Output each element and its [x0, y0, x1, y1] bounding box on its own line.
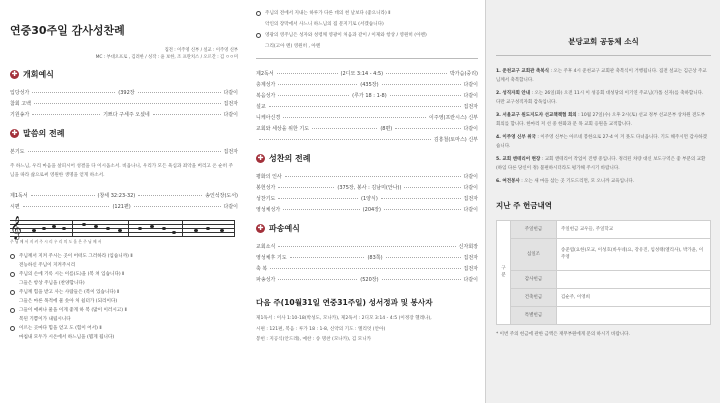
- order-row: 영성체후 기도 (83쪽) 집전자: [256, 255, 478, 261]
- psalm-music-staff: [10, 216, 235, 246]
- middle-column: [243, 0, 485, 403]
- order-row: 기원송가 기쁘다 구세주 오셨네 다같이: [10, 112, 239, 118]
- verse-marker-icon: [10, 254, 15, 259]
- order-row: 층계성가 (435장) 다같이: [256, 82, 479, 88]
- collect-text: 주 하느님, 우리 마음을 살피시어 성결을 다 이시옵소서. 비옵나니, 우리가 모든 욕심과 죄악을 버리고 온 순히 주님을 따라 삶으로써 영원한 생명을 얻게 하소서.: [10, 164, 234, 178]
- psalm-verse: 그들이 애써나 물을 이게 좋게 하 복 (많이 이러시고) Ⅱ: [10, 306, 243, 315]
- psalm-verse: 영광의 영주님은 성자와 성령께 영광이 처음과 같이 / 이제와 항상 / 영원히 (아멘): [256, 30, 485, 41]
- order-row: 입당성가 (392장 다같이: [10, 90, 238, 96]
- order-row: 파송성가 (520장) 다같이: [256, 277, 479, 283]
- right-column: [485, 0, 720, 403]
- order-row: 본기도 집전자: [10, 149, 238, 155]
- section-title: 말씀의 전례: [23, 129, 65, 138]
- section-title: 파송예식: [269, 224, 300, 233]
- table-row: 십일조 송준엽(요한)모교, 이성호(바우네)요, 강유진, 임성태(엘리사), 박가윤, 이주영: [497, 238, 711, 270]
- order-row: 시편 (121편) 다같이: [10, 204, 239, 210]
- order-row: 김흥철(토마스) 신부: [256, 134, 478, 145]
- readings-rows: [256, 68, 485, 145]
- eucharist-rows: [256, 171, 485, 215]
- section-opening: [10, 69, 243, 80]
- psalm-verse: 주님께 힘을 받고 사는 사람들은 (복이 있습니다) Ⅱ: [10, 288, 243, 297]
- dismissal-rows: [256, 241, 485, 285]
- section-title: 개회예식: [23, 70, 54, 79]
- news-item: 6. 여전봉사 : 오는 새 마을 삼는 곳 기도드리면, 모 오니까 교육입니다.: [496, 179, 635, 184]
- divider: [256, 58, 478, 59]
- order-row: 교회소식 신자회장: [256, 244, 478, 250]
- table-row: 감사헌금: [497, 270, 711, 288]
- order-row: 제1독서 (창세 32:23-32) 송인석장(도서): [10, 193, 239, 199]
- order-row: 복음성가 (루가 18 : 1-8) 다같이: [256, 93, 478, 99]
- cross-icon: ✚: [11, 129, 18, 137]
- verse-marker-icon: [256, 11, 261, 16]
- news-item: 4. 이주영 신부 위국 : 이주영 신부는 아르네 봉한요로 27-4 이 겨 못도 다녀옵니다. 기도 해주시면 감사하겠습니다.: [496, 135, 707, 149]
- left-column: [0, 0, 243, 403]
- verse-marker-icon: [256, 33, 261, 38]
- order-row: 교회와 세상을 위한 기도 (8편) 다같이: [256, 126, 478, 132]
- psalm-verse: 주님께서 지켜 주시는 곳이 어떠도 그러하라 (입습니까) Ⅱ: [10, 252, 243, 261]
- staff-lyric: 주 님 께 서 지 켜 주 시 리 우 리 의 도 움 은 주 님 께 서: [10, 239, 102, 244]
- opening-rows: [10, 87, 243, 120]
- treble-clef-icon: 𝄞: [10, 215, 22, 239]
- cross-icon: ✚: [11, 70, 18, 78]
- news-item: 3. 서울교구 원도지도자 선교책책협 회의 : 10월 27일(수) 오후 2시(토) 선교 정부 선교본부 상차원 전도부 회의를 합니다. 한마리 저 선 중 한화과 문 목 교회 응원을 교적합니다.: [496, 113, 706, 127]
- servers-line: MC : 부대오프로 , 김려한 / 성작 : 윤 보한, 조 프란치스 / 오르간 : 김 ㅇㅇ미: [95, 55, 238, 60]
- psalm-verse: 이르는 곳마다 힘을 얻고 도 (힘이 어서) Ⅱ: [10, 324, 243, 333]
- gu-cell: 구분: [497, 220, 511, 324]
- order-row: 축 복 집전자: [256, 266, 478, 272]
- offering-title: 지난 주 헌금내역: [496, 200, 552, 210]
- offering-table: [496, 220, 711, 325]
- cross-icon: ✚: [257, 224, 264, 232]
- order-row: 영성체성가 (204장) 다같이: [256, 207, 478, 213]
- psalm-verses-continued: 주님의 전에서 지내는 하루가 다른 데의 천 날보다 (좋으니라) Ⅱ 악인의 장막에서 사느니 하느님의 집 문지기로 (서겠습니다) 영광의 영주님은 성자와 성령께 영광이 처음과 같이 / 이제와 항상 / 영원히 (아멘) 그리(고아 멘) 영원히 , 아멘: [256, 8, 485, 52]
- order-row: 봉헌성가 (375장, 봉사 : 김남미(안나)) 다같이: [256, 185, 479, 191]
- verse-marker-icon: [10, 308, 15, 313]
- news-item: 5. 교회 앤테리어 현장 : 교회 앤테리어 작업이 진행 중입니다. 정리된 차량 대신 보도구역은 좋 부분의 교환 (하임 다른 당신이 정) 불편하시더라도 평가해 주시기 바랍니다.: [496, 157, 706, 171]
- order-row: 설교 집전자: [256, 104, 478, 110]
- next-week-readings: 제1독서 : 이사 1:10-18(박성도, 모나카), 제2독서 : 2디모 3:14 - 4:5 (이정장 헬레나), 시편 : 121편, 복음 : 루가 18 : 1-8, 신약의 기도 : 엘리엇 (안아) 봉헌 : 지공식(안드레), 예찬 : 송 명찬 (모나카), 김 모니카: [256, 316, 432, 342]
- verse-marker-icon: [10, 272, 15, 277]
- order-row: 니케아신경 이주영(프란시스) 신부: [256, 115, 478, 121]
- officiant-line: 집전 : 이주영 신부 / 설교 : 이주영 신부: [164, 48, 238, 53]
- order-row: 평화의 인사 다같이: [256, 174, 478, 180]
- order-row: 제2독서 (2디모 3:14 - 4:5) 박가슴(중리): [256, 71, 479, 77]
- next-week-title: 다음 주(10월31일 연중31주일) 성서정과 및 봉사자: [256, 298, 433, 307]
- cross-icon: ✚: [257, 154, 264, 162]
- psalm-verse: 주님의 손에 기록 시는 이름(도)을 (복 쳐 입습니다) Ⅱ: [10, 270, 243, 279]
- verse-marker-icon: [10, 326, 15, 331]
- service-title: 연중30주일 감사성찬례: [10, 24, 125, 37]
- section-eucharist: [256, 153, 485, 164]
- table-row: 특별헌금: [497, 306, 711, 324]
- news-title: 분당교회 공동체 소식: [496, 36, 711, 56]
- psalm-verses: 주님께서 지켜 주시는 곳이 어떠도 그러하라 (입습니까) Ⅱ 전능하신 주님이 지켜주시리 주님의 손에 기록 시는 이름(도)을 (복 쳐 입습니다) Ⅱ 그들은 항상 주님을 (찬양합니다) 주님께 힘을 받고 사는 사람들은 (복이 있습니다) Ⅱ 그들은 마른 목적에 물 솟아 처 쉼터가 (되리이다) 그들이 애써나 물을 이게 좋게 하 복 (많이 이러시고) Ⅱ 복된 기쁨이가 내립시니다 이르는 곳마다 힘을 얻고 도 (힘이 어서) Ⅱ 마침내 모두가 시온에서 하느님을 (뵙게 됩니다): [10, 252, 243, 342]
- table-row: 구분 주일헌금 주일헌금 교우들, 주일학교: [497, 220, 711, 238]
- order-row: 참회 고백 집전자: [10, 101, 238, 107]
- order-row: 성찬기도 (1양식) 집전자: [256, 196, 479, 202]
- news-list: [496, 68, 708, 187]
- section-title: 성찬의 전례: [269, 154, 311, 163]
- psalm-verse: 주님의 전에서 지내는 하루가 다른 데의 천 날보다 (좋으니라) Ⅱ: [256, 8, 485, 19]
- table-row: 건축헌금 김순주, 이영희: [497, 288, 711, 306]
- news-item: 2. 성직자회 안내 : 오는 26일(화) 오전 11시 이 성공회 대성당의 이기연 주교님(가톨 신자)를 축하합니다. 다만 교구성직자회 감독입니다.: [496, 91, 704, 105]
- verse-marker-icon: [10, 290, 15, 295]
- offering-footnote: * 이번 주의 헌금에 관한 금액은 재무부원에게 문의 하시기 바랍니다.: [496, 331, 630, 337]
- section-word: [10, 128, 243, 139]
- news-item: 1. 준천교구 교회관 축복식 : 오는 주후 4시 준천교구 교회관 축복식이 거행됩니다. 집전 설교는 김근상 주교님께서 축복합니다.: [496, 69, 707, 83]
- section-dismissal: [256, 223, 485, 234]
